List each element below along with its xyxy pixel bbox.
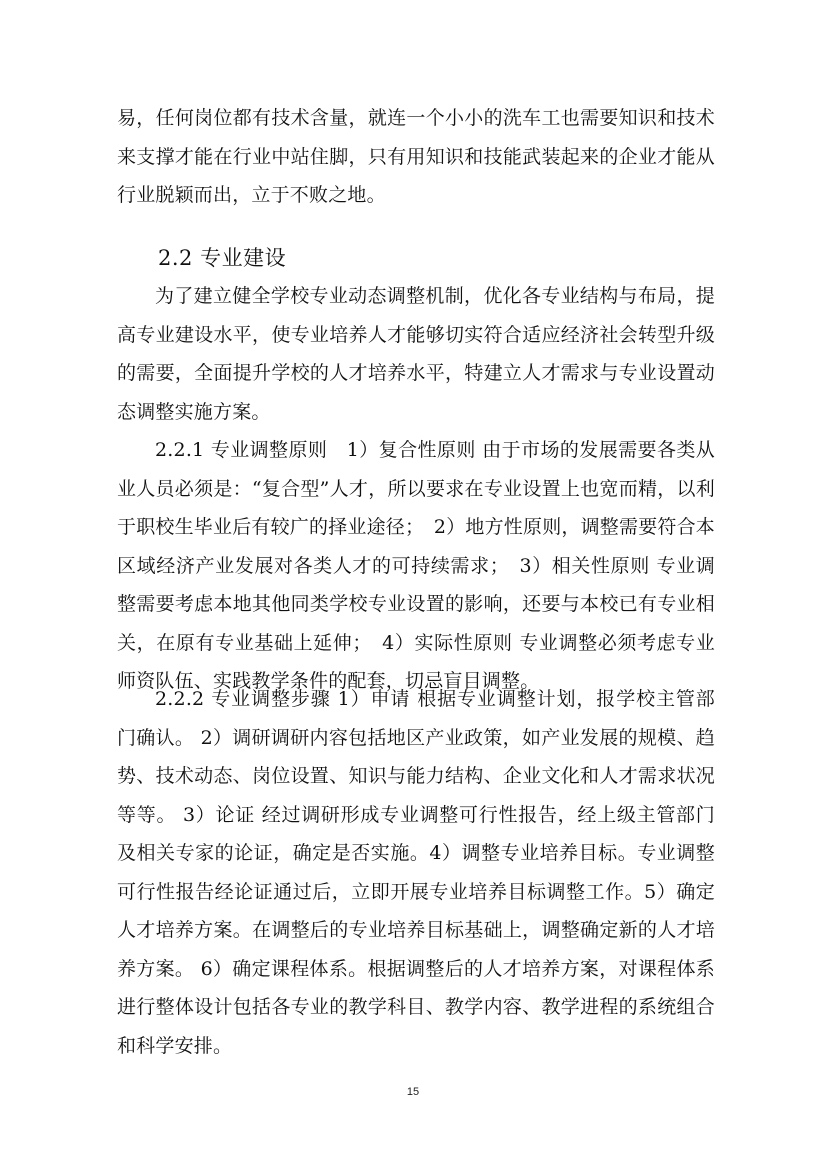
- page-number: 15: [406, 1086, 420, 1098]
- paragraph-continued: 易，任何岗位都有技术含量，就连一个小小的洗车工也需要知识和技术来支撑才能在行业中站住脚，只有用知识和技能武装起来的企业才能从行业脱颖而出，立于不败之地。: [117, 107, 715, 206]
- section-heading: 2.2 专业建设: [158, 246, 287, 270]
- paragraph-adjustment-principles: 2.2.1 专业调整原则 1）复合性原则 由于市场的发展需要各类从业人员必须是：“复合型”人才，所以要求在专业设置上也宽而精，以利于职校生毕业后有较广的择业途径； 2）地方性原则，调整需要符合本区域经济产业发展对各类人才的可持续需求； 3）相关性原则 专业调整需要考虑本地其他同类学校专业设置的影响，还要与本校已有专业相关，在原有专业基础上延伸； 4）实际性原则 专业调整必须考虑专业师资队伍、实践教学条件的配套，切忌盲目调整。: [117, 439, 715, 692]
- paragraph-intro: 为了建立健全学校专业动态调整机制，优化各专业结构与布局，提高专业建设水平，使专业培养人才能够切实符合适应经济社会转型升级的需要，全面提升学校的人才培养水平，特建立人才需求与专业设置动态调整实施方案。: [117, 285, 715, 423]
- paragraph-adjustment-steps: 2.2.2 专业调整步骤 1）申请 根据专业调整计划，报学校主管部门确认。 2）调研调研内容包括地区产业政策，如产业发展的规模、趋势、技术动态、岗位设置、知识与能力结构、企业文化和人才需求状况等等。 3）论证 经过调研形成专业调整可行性报告，经上级主管部门及相关专家的论证，确定是否实施。4）调整专业培养目标。专业调整可行性报告经论证通过后，立即开展专业培养目标调整工作。5）确定人才培养方案。在调整后的专业培养目标基础上，调整确定新的人才培养方案。 6）确定课程体系。根据调整后的人才培养方案，对课程体系进行整体设计包括各专业的教学科目、教学内容、教学进程的系统组合和科学安排。: [117, 688, 715, 1057]
